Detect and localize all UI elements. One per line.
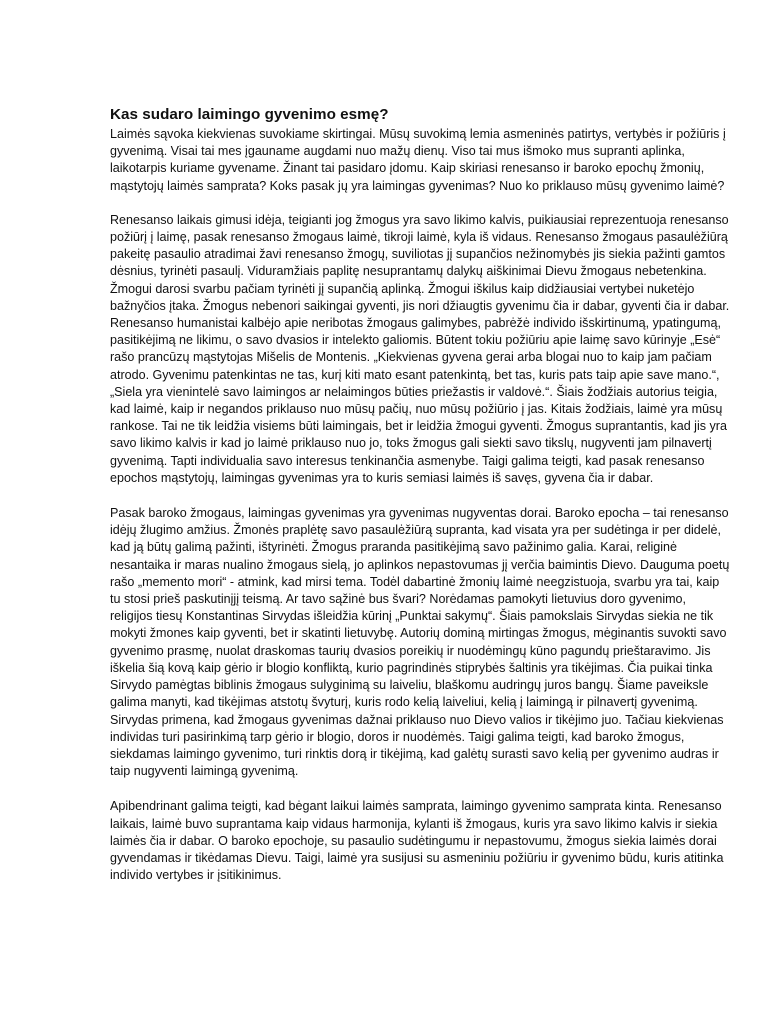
paragraph-intro: Laimės sąvoka kiekvienas suvokiame skirtingai. Mūsų suvokimą lemia asmeninės patirtys, vertybės ir požiūris į gyvenimą. Visai tai mes įgauname augdami nuo mažų dienų. Viso tai mus išmoko mus supranti aplinka, laikotarpis kuriame gyvename. Žinant tai pasidaro įdomu. Kaip skiriasi renesanso ir baroko epochų žmonių, mąstytojų laimės samprata? Koks pasak jų yra laimingas gyvenimas? Nuo ko priklauso mūsų gyvenimo laimė?	[110, 127, 726, 193]
paragraph-conclusion: Apibendrinant galima teigti, kad bėgant laikui laimės samprata, laimingo gyvenimo samprata kinta. Renesanso laikais, laimė buvo suprantama kaip vidaus harmonija, kylanti iš žmogaus, kuris yra savo likimo kalvis ir siekia laimės čia ir dabar. O baroko epochoje, su pasaulio sudėtingumu ir nepastovumu, žmogus siekia laimės dorai gyvendamas ir tikėdamas Dievu. Taigi, laimė yra susijusi su asmeniniu požiūriu ir gyvenimo būdu, kuris atitinka individo vertybes ir įsitikinimus.	[110, 799, 724, 883]
document-page	[110, 104, 732, 902]
paragraph-renaissance: Renesanso laikais gimusi idėja, teigianti jog žmogus yra savo likimo kalvis, puikiausiai reprezentuoja renesanso požiūrį į laimę, pasak renesanso žmogaus laimė, tikroji laimė, kyla iš vidaus. Renesanso žmogaus pasaulėžiūrą pakeitę pasaulio atradimai žavi renesanso žmogų, suviliotas jį supančios nežinomybės jis siekia pažinti gamtos dėsnius, tyrinėti pasaulį. Viduramžiais paplitę nesuprantamų dalykų aiškinimai Dievu žmogaus nebetenkina. Žmogui darosi svarbu pačiam tyrinėti jį supančią aplinką. Žmogui iškilus kaip didžiausiai vertybei nuketėjo bažnyčios įtaka. Žmogus nebenori saikingai gyventi, jis nori džiaugtis gyvenimu čia ir dabar, gyventi čia ir dabar. Renesanso humanistai kalbėjo apie neribotas žmogaus galimybes, pabrėžė individo išskirtinumą, ypatingumą, pasitikėjimą ne likimu, o savo dvasios ir intelekto galiomis. Būtent tokiu požiūriu apie laimę savo kūrinyje „Esė“ rašo prancūzų mąstytojas Mišelis de Montenis. „Kiekvienas gyvena gerai arba blogai nuo to kaip jam pačiam atrodo. Gyvenimu patenkintas ne tas, kurį kiti mato esant patenkintą, bet tas, kuris pats taip apie save mano.“, „Siela yra vienintelė savo laimingos ar nelaimingos būties priežastis ir valdovė.“. Šiais žodžiais autorius teigia, kad laimė, kaip ir negandos priklauso nuo mūsų pačių, nuo mūsų požiūrio į jas. Kitais žodžiais, laimė yra mūsų rankose. Tai ne tik leidžia visiems būti laimingais, bet ir leidžia žmogui gyventi. Žmogus suprantantis, kad jis yra savo likimo kalvis ir kad jo laimė priklauso nuo jo, toks žmogus gali siekti savo tikslų, nugyventi jam pilnavertį gyvenimą. Tapti individualia savo interesus tenkinančia asmenybe. Taigi galima teigti, kad pasak renesanso epochos mąstytojų, laimingas gyvenimas yra to kuris semiasi laimės iš savęs, gyvena čia ir dabar.	[110, 212, 730, 485]
paragraph-baroque: Pasak baroko žmogaus, laimingas gyvenimas yra gyvenimas nugyventas dorai. Baroko epocha – tai renesanso idėjų žlugimo amžius. Žmonės praplėtę savo pasaulėžiūrą supranta, kad visata yra per sudėtinga ir per didelė, kad ją būtų galimą pažinti, ištyrinėti. Žmogus praranda pasitikėjimą savo pažinimo galia. Karai, religinė nesantaika ir maras nualino žmogaus sielą, jo aplinkos nepastovumas jį verčia baimintis Dievo. Dauguma poetų rašo „memento mori“ - atmink, kad mirsi tema. Todėl dabartinė žmonių laimė neegzistuoja, svarbu yra tai, kaip tu stosi prieš paskutinįjį teismą. Ar tavo sąžinė bus švari? Norėdamas pamokyti lietuvius doro gyvenimo, religijos tiesų Konstantinas Sirvydas išleidžia kūrinį „Punktai sakymų“. Šiais pamokslais Sirvydas siekia ne tik mokyti žmones kaip gyventi, bet ir skatinti lietuvybę. Autorių dominą mirtingas žmogus, mėginantis suvokti savo gyvenimo prasmę, nuolat draskomas taurių dvasios poreikių ir nuodėmingų kūno pagundų prieštaravimo. Jis iškelia šią kovą kaip gėrio ir blogio konfliktą, kurio pagrindinės stiprybės šaltinis yra tikėjimas. Čia puikai tinka Sirvydo pamėgtas biblinis žmogaus sulyginimą su laiveliu, blaškomu audringų juros bangų. Šiame paveiksle galima manyti, kad tikėjimas atstotų švyturį, kuris rodo kelią laiveliui, kelią į laimingą ir pilnavertį gyvenimą. Sirvydas primena, kad žmogaus gyvenimas dažnai priklauso nuo Dievo valios ir tikėjimo juo. Tačiau kiekvienas individas turi pasirinkimą tarp gėrio ir blogio, doros ir nuodėmės. Taigi galima teigti, kad baroko žmogus, siekdamas laimingo gyvenimo, turi rinktis dorą ir tikėjimą, kad galėtų surasti savo kelią per gyvenimo audras ir taip nugyventi laimingą gyvenimą.	[110, 506, 730, 779]
page-title: Kas sudaro laimingo gyvenimo esmę?	[110, 106, 389, 123]
